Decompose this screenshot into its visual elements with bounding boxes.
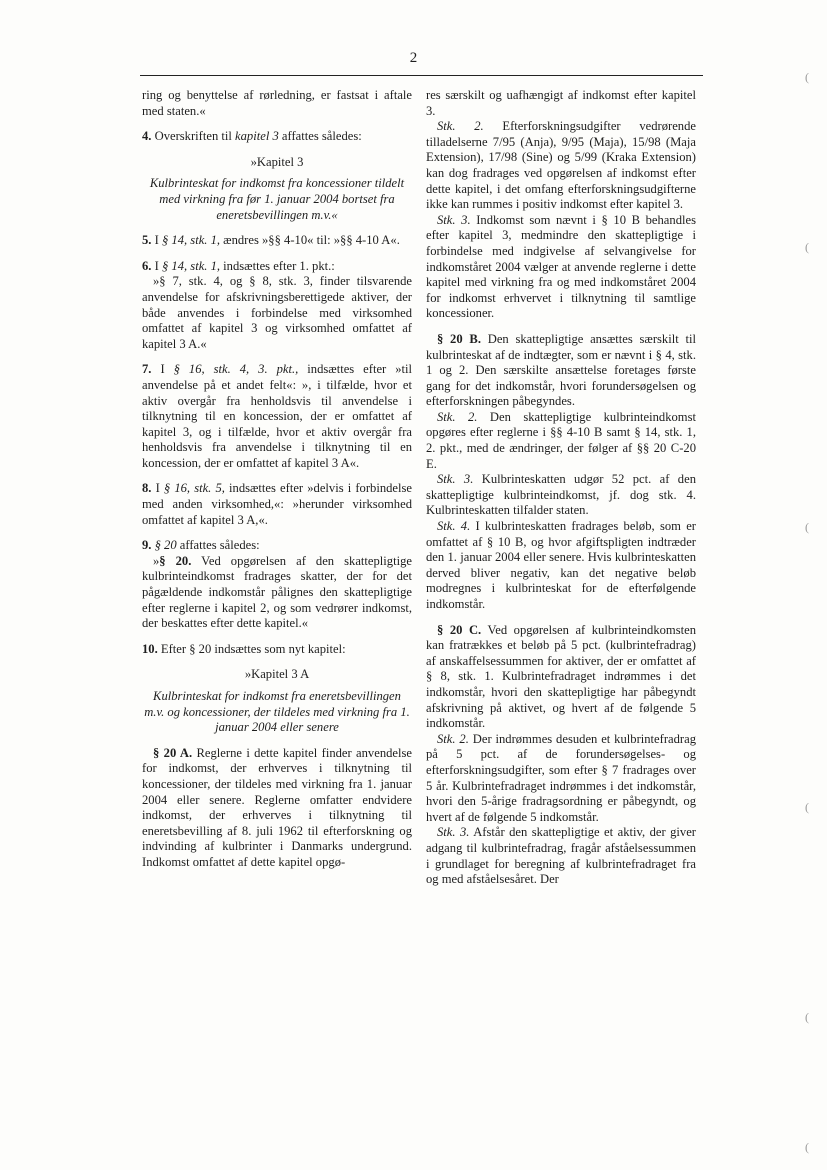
text: affattes således:: [278, 129, 362, 144]
text: I: [151, 258, 162, 273]
text: indsættes efter »delvis i forbindelse med anden virksomhed,«: »herunder virksomhed omfattet af kapitel 3 A,«.: [142, 481, 412, 527]
subsection-label: Stk. 2.: [437, 731, 469, 746]
subsection: [426, 732, 696, 826]
subsection: [426, 519, 696, 613]
text: affattes således:: [176, 538, 260, 553]
text: ændres »§§ 4-10« til: »§§ 4-10 A«.: [220, 233, 400, 248]
chapter-heading: »Kapitel 3 A: [244, 667, 310, 682]
section-20b: [426, 332, 696, 410]
section-20c: [426, 623, 696, 732]
chapter-heading: »Kapitel 3: [250, 154, 304, 169]
text: I kulbrinteskatten fradrages beløb, som er omfattet af § 10 B, og hvor afgiftspligten indtræder den 1. januar 2004 eller senere. Hvis kulbrinteskatten derved bliver negativ, kan det negative beløb modregnes i kulbrinteskat for de efterfølgende indkomstår.: [426, 519, 696, 611]
subsection: [426, 472, 696, 519]
reference: § 16, stk. 4, 3. pkt.,: [173, 362, 299, 377]
section-20-text: [142, 554, 412, 632]
subsection-label: Stk. 3.: [437, 472, 474, 487]
scan-speck: (: [805, 240, 809, 254]
subsection-label: Stk. 3.: [437, 825, 470, 840]
paragraph: res særskilt og uafhængigt af indkomst efter kapitel 3.: [426, 88, 696, 118]
amendment-number: 8.: [142, 481, 152, 496]
amendment-5: [142, 233, 412, 249]
section-number: § 20 C.: [437, 622, 482, 637]
amendment-7: [142, 362, 412, 471]
amendment-6-text: »§ 7, stk. 4, og § 8, stk. 3, finder tilsvarende anvendelse for afskrivningsberettigede aktiver, der både anvendes i forbindelse med virksomhed omfattet af kapitel 3 og virksomhed omfattet af kapitel 3 A.«: [142, 274, 412, 351]
section-number: § 20.: [159, 553, 192, 568]
text: indsættes efter 1. pkt.:: [220, 258, 335, 273]
reference: § 14, stk. 1,: [161, 233, 221, 248]
amendment-number: 10.: [142, 641, 158, 656]
text: I: [151, 481, 164, 496]
text: Indkomst som nævnt i § 10 B behandles efter kapitel 3, medmindre den skattepligtige i forbindelse med indgivelse af selvangivelse for indkomståret 2004 vælger at anvende reglerne i dette kapitel med virkning fra og med indkomståret 2004 for indkomst erhvervet i tilknytning til samtlige koncessioner.: [426, 212, 696, 321]
text: Afstår den skattepligtige et aktiv, der giver adgang til kulbrintefradrag, fragår afståelsessummen i grundlaget for beregning af kulbrintefradraget fra og med afståelsesåret. Der: [426, 825, 696, 887]
text: I: [151, 233, 162, 248]
paragraph: ring og benyttelse af rørledning, er fastsat i aftale med staten.«: [142, 88, 412, 118]
amendment-number: 6.: [142, 258, 152, 273]
section-number: § 20 A.: [153, 745, 193, 760]
subsection: [426, 825, 696, 887]
text: Efter § 20 indsættes som nyt kapitel:: [157, 641, 346, 656]
reference: § 14, stk. 1,: [161, 258, 221, 273]
scan-speck: (: [805, 1140, 809, 1154]
subsection-label: Stk. 2.: [437, 409, 478, 424]
header-rule: [140, 75, 703, 76]
text: Efterforskningsudgifter vedrørende tilladelserne 7/95 (Anja), 9/95 (Maja), 15/98 (Maja Extension), 17/98 (Sine) og 5/99 (Kraka Extension) kan dog fradrages ved opgørelsen af indkomst efter dette kapitel, i det omfang efterforskningsudgifterne ikke kan rummes i positiv indkomst efter kapitel 3.: [426, 119, 696, 212]
amendment-6: [142, 259, 412, 275]
amendment-4: [142, 129, 412, 145]
subsection: [426, 410, 696, 472]
text: Den skattepligtige kulbrinteindkomst opgøres efter reglerne i §§ 4-10 B samt § 14, stk. 1, 2. pkt., med de ændringer, der følger af §§ 20 C-20 E.: [426, 409, 696, 471]
chapter-subtitle: Kulbrinteskat for indkomst fra koncessioner tildelt med virkning fra før 1. januar 2004 bortset fra eneretsbevillingen m.v.«: [149, 176, 405, 222]
text: Der indrømmes desuden et kulbrintefradrag på 5 pct. af de forundersøgelses- og efterforskningsudgifter, som efter § 7 fradrages over 5 år. Kulbrintefradraget indrømmes i det indkomstår, hvori den 5-årige fradragsordning er påbegyndt, og hvert af de følgende 5 indkomstår.: [426, 731, 696, 824]
text: Ved opgørelsen af den skattepligtige kulbrinteindkomst fradrages skatter, der for det pågældende indkomstår pålignes den skattepligtige efter reglerne i kapitel 2, og som vedrører indkomst, der beskattes efter dette kapitel.«: [142, 553, 412, 631]
subsection: [426, 119, 696, 213]
text: Ved opgørelsen af kulbrinteindkomsten kan fratrækkes et beløb på 5 pct. (kulbrintefradrag) af anskaffelsessummen for aktiver, der er omfattet af § 8, stk. 1. Kulbrintefradraget indrømmes i det indkomstår, hvori den skattepligtige har påbegyndt afskrivning på aktivet, og hvert af de følgende 5 indkomstår.: [426, 622, 696, 731]
page-number: 2: [409, 50, 418, 66]
text: Reglerne i dette kapitel finder anvendelse for indkomst, der erhverves i tilknytning til koncessioner, der tildeles med virkning fra 1. januar 2004 eller senere. Reglerne omfatter endvidere indkomst, der erhverves i tilknytning til eneretsbevilling af 8. juli 1962 til efterforskning og indvinding af kulbrinter i Danmarks undergrund. Indkomst omfattet af dette kapitel opgø-: [142, 745, 412, 869]
scan-speck: (: [805, 520, 809, 534]
text: »: [153, 553, 160, 568]
subsection: [426, 213, 696, 322]
amendment-8: [142, 481, 412, 528]
reference: kapitel 3: [235, 129, 279, 144]
right-column: [426, 88, 696, 888]
scan-speck: (: [805, 800, 809, 814]
amendment-10: [142, 642, 412, 658]
text: indsættes efter »til anvendelse på et andet felt«: », i tilfælde, hvor et aktiv overgår fra henholdsvis til anvendelse i tilknytning til en koncession, der er omfattet af kapitel 3, og i tilfælde, hvor et aktiv overgår fra henholdsvis fra anvendelse i tilknytning til en koncession, der er omfattet af kapitel 3 A«.: [142, 362, 413, 470]
text: Den skattepligtige ansættes særskilt til kulbrinteskat af de indtægter, som er nævnt i § 4, stk. 1 og 2. Den særskilte ansættelse foretages første gang for det indkomstår, hvori forundersøgelsen og efterforskningen påbegyndes.: [426, 331, 696, 409]
text: Kulbrinteskatten udgør 52 pct. af den skattepligtige kulbrinteindkomst, jf. dog stk. 4. Kulbrinteskatten tilfalder staten.: [426, 472, 696, 518]
reference: § 16, stk. 5,: [163, 481, 225, 496]
amendment-number: 9.: [142, 538, 152, 553]
amendment-number: 7.: [142, 362, 152, 377]
amendment-9: [142, 538, 412, 554]
text: I: [151, 362, 174, 377]
text: Overskriften til: [151, 129, 236, 144]
subsection-label: Stk. 2.: [437, 119, 484, 134]
section-20a: [142, 746, 412, 871]
chapter-subtitle: Kulbrinteskat for indkomst fra eneretsbevillingen m.v. og koncessioner, der tildeles med virkning fra 1. januar 2004 eller senere: [144, 689, 410, 735]
subsection-label: Stk. 4.: [437, 519, 471, 534]
subsection-label: Stk. 3.: [437, 212, 471, 227]
reference: § 20: [154, 538, 177, 553]
left-column: [142, 88, 412, 871]
scan-speck: (: [805, 70, 809, 84]
scan-speck: (: [805, 1010, 809, 1024]
section-number: § 20 B.: [437, 331, 481, 346]
amendment-number: 4.: [142, 129, 152, 144]
amendment-number: 5.: [142, 233, 152, 248]
